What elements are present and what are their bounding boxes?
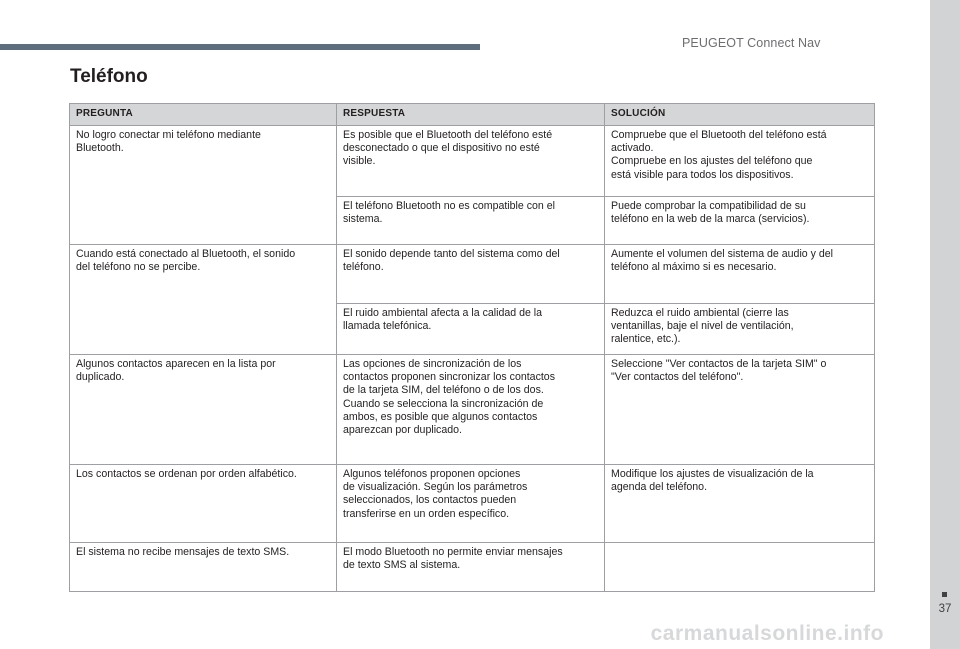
answer-cell: El ruido ambiental afecta a la calidad de la llamada telefónica. (337, 304, 605, 355)
table-row (70, 543, 875, 592)
question-cell: Cuando está conectado al Bluetooth, el sonido del teléfono no se percibe. (70, 245, 337, 355)
solution-cell: Aumente el volumen del sistema de audio y del teléfono al máximo si es necesario. (605, 245, 875, 304)
table-row (70, 465, 875, 543)
table-header-row (70, 104, 875, 126)
question-cell: El sistema no recibe mensajes de texto SMS. (70, 543, 337, 592)
header-answer: RESPUESTA (337, 104, 605, 126)
solution-cell: Puede comprobar la compatibilidad de su teléfono en la web de la marca (servicios). (605, 197, 875, 245)
question-cell: Algunos contactos aparecen en la lista por duplicado. (70, 355, 337, 465)
answer-cell: El teléfono Bluetooth no es compatible con el sistema. (337, 197, 605, 245)
page-number: 37 (938, 603, 952, 615)
question-cell: No logro conectar mi teléfono mediante Bluetooth. (70, 126, 337, 245)
header-question: PREGUNTA (70, 104, 337, 126)
table-row (70, 245, 875, 304)
manual-name: PEUGEOT Connect Nav (682, 36, 821, 50)
solution-cell (605, 543, 875, 592)
solution-cell: Seleccione "Ver contactos de la tarjeta SIM" o "Ver contactos del teléfono". (605, 355, 875, 465)
page-title: Teléfono (70, 66, 148, 87)
answer-cell: Algunos teléfonos proponen opciones de visualización. Según los parámetros seleccionados, los contactos pueden transferirse en un orden específico. (337, 465, 605, 543)
table-row (70, 126, 875, 197)
watermark: carmanualsonline.info (650, 622, 884, 645)
solution-cell: Modifique los ajustes de visualización de la agenda del teléfono. (605, 465, 875, 543)
side-strip (930, 0, 960, 649)
troubleshooting-table (69, 103, 875, 592)
header-rule (0, 44, 480, 50)
answer-cell: El sonido depende tanto del sistema como del teléfono. (337, 245, 605, 304)
table-row (70, 355, 875, 465)
header-solution: SOLUCIÓN (605, 104, 875, 126)
solution-cell: Compruebe que el Bluetooth del teléfono está activado. Compruebe en los ajustes del teléfono que está visible para todos los dispositivos. (605, 126, 875, 197)
page-marker (942, 592, 947, 597)
answer-cell: El modo Bluetooth no permite enviar mensajes de texto SMS al sistema. (337, 543, 605, 592)
solution-cell: Reduzca el ruido ambiental (cierre las ventanillas, baje el nivel de ventilación, ralentice, etc.). (605, 304, 875, 355)
answer-cell: Es posible que el Bluetooth del teléfono esté desconectado o que el dispositivo no esté visible. (337, 126, 605, 197)
answer-cell: Las opciones de sincronización de los contactos proponen sincronizar los contactos de la tarjeta SIM, del teléfono o de los dos. Cuando se selecciona la sincronización de ambos, es posible que algunos contactos aparezcan por duplicado. (337, 355, 605, 465)
question-cell: Los contactos se ordenan por orden alfabético. (70, 465, 337, 543)
